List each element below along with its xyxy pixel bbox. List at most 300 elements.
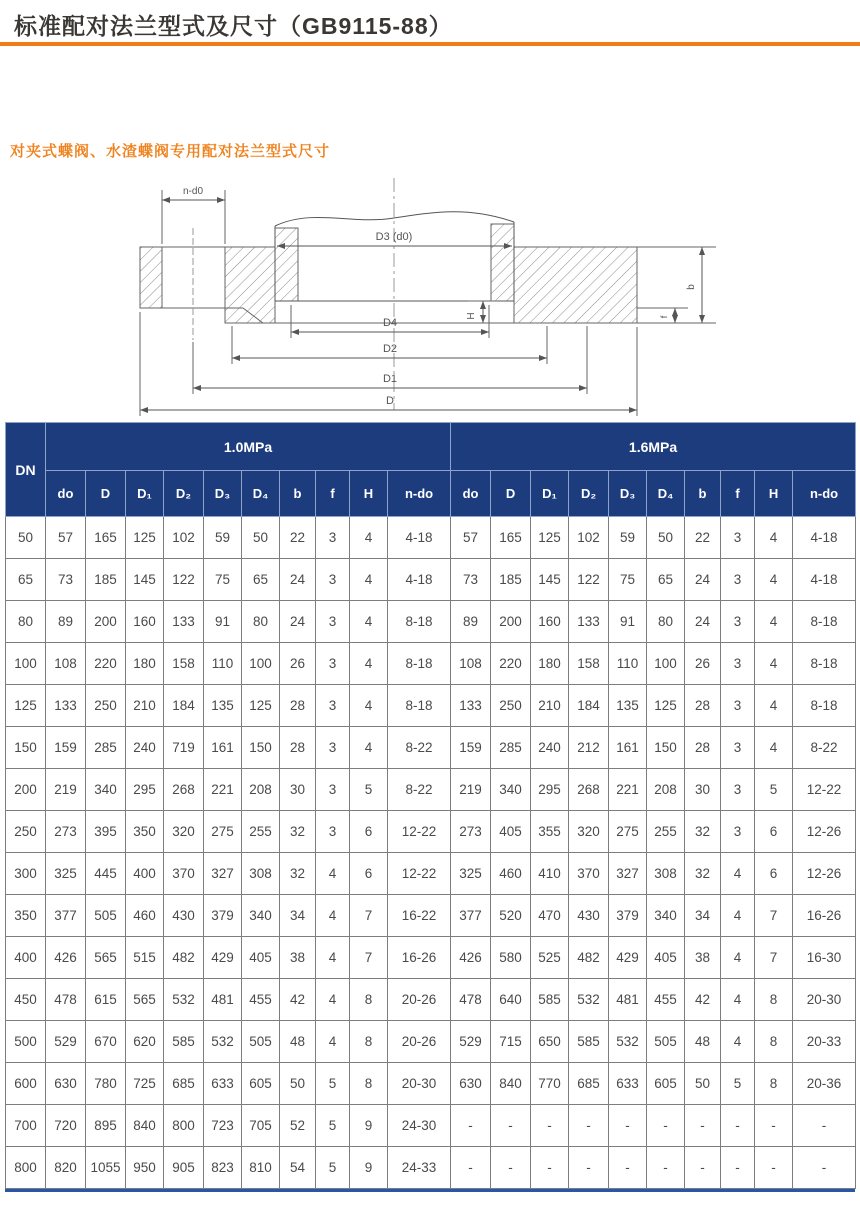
cell-1-0mpa: 20-26 bbox=[388, 1021, 451, 1063]
cell-1-0mpa: 59 bbox=[204, 517, 242, 559]
cell-1-6mpa: 379 bbox=[609, 895, 647, 937]
cell-1-0mpa: 529 bbox=[46, 1021, 86, 1063]
cell-1-0mpa: 585 bbox=[164, 1021, 204, 1063]
col-header-b: b bbox=[685, 471, 721, 517]
cell-1-6mpa: 3 bbox=[721, 727, 755, 769]
cell-1-0mpa: 4 bbox=[350, 643, 388, 685]
cell-1-0mpa: 38 bbox=[280, 937, 316, 979]
cell-1-0mpa: 75 bbox=[204, 559, 242, 601]
cell-1-6mpa: - bbox=[685, 1105, 721, 1147]
cell-1-6mpa: 73 bbox=[451, 559, 491, 601]
col-header-d1: D₁ bbox=[531, 471, 569, 517]
table-body bbox=[6, 517, 856, 1189]
cell-1-0mpa: 52 bbox=[280, 1105, 316, 1147]
cell-1-6mpa: 38 bbox=[685, 937, 721, 979]
cell-1-6mpa: 470 bbox=[531, 895, 569, 937]
cell-1-6mpa: 715 bbox=[491, 1021, 531, 1063]
cell-1-6mpa: - bbox=[721, 1105, 755, 1147]
cell-1-6mpa: 20-36 bbox=[793, 1063, 856, 1105]
cell-1-0mpa: 255 bbox=[242, 811, 280, 853]
cell-1-6mpa: 633 bbox=[609, 1063, 647, 1105]
cell-1-6mpa: 285 bbox=[491, 727, 531, 769]
cell-1-6mpa: 4 bbox=[721, 1021, 755, 1063]
col-header-d1: D₁ bbox=[126, 471, 164, 517]
col-header-n-do: n-do bbox=[388, 471, 451, 517]
cell-1-0mpa: 32 bbox=[280, 853, 316, 895]
cell-1-0mpa: 4 bbox=[316, 853, 350, 895]
flange-diagram-svg bbox=[128, 170, 732, 420]
cell-1-0mpa: 350 bbox=[126, 811, 164, 853]
cell-1-6mpa: 3 bbox=[721, 601, 755, 643]
cell-1-6mpa: 102 bbox=[569, 517, 609, 559]
cell-1-6mpa: - bbox=[451, 1105, 491, 1147]
cell-1-6mpa: 7 bbox=[755, 937, 793, 979]
cell-1-0mpa: 185 bbox=[86, 559, 126, 601]
cell-1-6mpa: 327 bbox=[609, 853, 647, 895]
cell-1-0mpa: 8-18 bbox=[388, 685, 451, 727]
cell-1-6mpa: 685 bbox=[569, 1063, 609, 1105]
cell-1-0mpa: 24 bbox=[280, 559, 316, 601]
cell-1-6mpa: 108 bbox=[451, 643, 491, 685]
cell-1-6mpa: 3 bbox=[721, 643, 755, 685]
cell-1-6mpa: 219 bbox=[451, 769, 491, 811]
cell-1-0mpa: 532 bbox=[164, 979, 204, 1021]
group-header-1-0mpa: 1.0MPa bbox=[46, 423, 451, 471]
cell-1-6mpa: 3 bbox=[721, 811, 755, 853]
cell-1-6mpa: 8 bbox=[755, 1063, 793, 1105]
cell-1-6mpa: 455 bbox=[647, 979, 685, 1021]
cell-1-0mpa: 5 bbox=[316, 1105, 350, 1147]
table-row bbox=[6, 853, 856, 895]
table-row bbox=[6, 559, 856, 601]
label-d3: D3 (d0) bbox=[375, 231, 413, 243]
cell-1-6mpa: 525 bbox=[531, 937, 569, 979]
cell-1-0mpa: 100 bbox=[242, 643, 280, 685]
cell-1-6mpa: 377 bbox=[451, 895, 491, 937]
cell-1-6mpa: 532 bbox=[569, 979, 609, 1021]
dn-cell: 65 bbox=[6, 559, 46, 601]
cell-1-6mpa: 12-22 bbox=[793, 769, 856, 811]
cell-1-6mpa: 185 bbox=[491, 559, 531, 601]
cell-1-6mpa: 30 bbox=[685, 769, 721, 811]
cell-1-6mpa: 4 bbox=[721, 853, 755, 895]
cell-1-6mpa: 28 bbox=[685, 685, 721, 727]
cell-1-0mpa: 565 bbox=[86, 937, 126, 979]
cell-1-0mpa: 133 bbox=[46, 685, 86, 727]
cell-1-0mpa: 200 bbox=[86, 601, 126, 643]
cell-1-6mpa: 210 bbox=[531, 685, 569, 727]
cell-1-6mpa: 158 bbox=[569, 643, 609, 685]
cell-1-6mpa: 4 bbox=[721, 895, 755, 937]
cell-1-6mpa: - bbox=[491, 1105, 531, 1147]
cell-1-0mpa: 4-18 bbox=[388, 517, 451, 559]
cell-1-6mpa: - bbox=[491, 1147, 531, 1189]
cell-1-0mpa: 275 bbox=[204, 811, 242, 853]
dn-cell: 300 bbox=[6, 853, 46, 895]
cell-1-0mpa: 24-30 bbox=[388, 1105, 451, 1147]
cell-1-6mpa: 180 bbox=[531, 643, 569, 685]
cell-1-0mpa: 565 bbox=[126, 979, 164, 1021]
label-d1: D1 bbox=[382, 373, 398, 385]
cell-1-6mpa: 268 bbox=[569, 769, 609, 811]
cell-1-0mpa: 482 bbox=[164, 937, 204, 979]
cell-1-0mpa: 24-33 bbox=[388, 1147, 451, 1189]
col-header-f: f bbox=[316, 471, 350, 517]
cell-1-0mpa: 8-18 bbox=[388, 601, 451, 643]
col-header-d2: D₂ bbox=[164, 471, 204, 517]
cell-1-6mpa: - bbox=[569, 1147, 609, 1189]
cell-1-0mpa: 1055 bbox=[86, 1147, 126, 1189]
label-d2: D2 bbox=[382, 343, 398, 355]
table-row bbox=[6, 937, 856, 979]
dn-cell: 250 bbox=[6, 811, 46, 853]
cell-1-6mpa: 308 bbox=[647, 853, 685, 895]
cell-1-0mpa: 720 bbox=[46, 1105, 86, 1147]
table-row bbox=[6, 1063, 856, 1105]
dn-cell: 200 bbox=[6, 769, 46, 811]
cell-1-6mpa: 145 bbox=[531, 559, 569, 601]
cell-1-6mpa: 48 bbox=[685, 1021, 721, 1063]
table-row bbox=[6, 727, 856, 769]
cell-1-0mpa: 705 bbox=[242, 1105, 280, 1147]
cell-1-0mpa: 7 bbox=[350, 895, 388, 937]
cell-1-6mpa: 585 bbox=[569, 1021, 609, 1063]
cell-1-0mpa: 4 bbox=[316, 1021, 350, 1063]
table-row bbox=[6, 643, 856, 685]
cell-1-6mpa: 240 bbox=[531, 727, 569, 769]
cell-1-6mpa: 325 bbox=[451, 853, 491, 895]
cell-1-0mpa: 325 bbox=[46, 853, 86, 895]
cell-1-6mpa: 122 bbox=[569, 559, 609, 601]
cell-1-6mpa: 532 bbox=[609, 1021, 647, 1063]
dn-cell: 800 bbox=[6, 1147, 46, 1189]
table-row bbox=[6, 979, 856, 1021]
cell-1-0mpa: 133 bbox=[164, 601, 204, 643]
cell-1-6mpa: 26 bbox=[685, 643, 721, 685]
cell-1-0mpa: 125 bbox=[126, 517, 164, 559]
cell-1-0mpa: 605 bbox=[242, 1063, 280, 1105]
cell-1-6mpa: 150 bbox=[647, 727, 685, 769]
cell-1-6mpa: 208 bbox=[647, 769, 685, 811]
cell-1-6mpa: 34 bbox=[685, 895, 721, 937]
cell-1-0mpa: 20-30 bbox=[388, 1063, 451, 1105]
dn-cell: 450 bbox=[6, 979, 46, 1021]
cell-1-6mpa: 340 bbox=[491, 769, 531, 811]
cell-1-6mpa: 605 bbox=[647, 1063, 685, 1105]
cell-1-0mpa: 430 bbox=[164, 895, 204, 937]
cell-1-0mpa: 320 bbox=[164, 811, 204, 853]
table-row bbox=[6, 517, 856, 559]
cell-1-6mpa: 8-18 bbox=[793, 601, 856, 643]
col-header-n-do: n-do bbox=[793, 471, 856, 517]
table-row bbox=[6, 769, 856, 811]
cell-1-6mpa: 133 bbox=[451, 685, 491, 727]
cell-1-0mpa: 20-26 bbox=[388, 979, 451, 1021]
dn-cell: 350 bbox=[6, 895, 46, 937]
cell-1-0mpa: 220 bbox=[86, 643, 126, 685]
cell-1-6mpa: 91 bbox=[609, 601, 647, 643]
cell-1-0mpa: 723 bbox=[204, 1105, 242, 1147]
cell-1-0mpa: 4-18 bbox=[388, 559, 451, 601]
cell-1-0mpa: 159 bbox=[46, 727, 86, 769]
dn-cell: 50 bbox=[6, 517, 46, 559]
dn-cell: 125 bbox=[6, 685, 46, 727]
col-header-d4: D₄ bbox=[242, 471, 280, 517]
cell-1-0mpa: 9 bbox=[350, 1105, 388, 1147]
cell-1-6mpa: 5 bbox=[755, 769, 793, 811]
cell-1-0mpa: 91 bbox=[204, 601, 242, 643]
title-divider-rule bbox=[0, 42, 860, 46]
section-subtitle: 对夹式蝶阀、水渣蝶阀专用配对法兰型式尺寸 bbox=[10, 143, 331, 160]
cell-1-6mpa: 340 bbox=[647, 895, 685, 937]
cell-1-0mpa: 6 bbox=[350, 811, 388, 853]
cell-1-0mpa: 823 bbox=[204, 1147, 242, 1189]
cell-1-6mpa: 3 bbox=[721, 769, 755, 811]
col-header-h: H bbox=[350, 471, 388, 517]
cell-1-6mpa: 3 bbox=[721, 517, 755, 559]
cell-1-6mpa: 4 bbox=[755, 559, 793, 601]
cell-1-6mpa: 57 bbox=[451, 517, 491, 559]
cell-1-0mpa: 800 bbox=[164, 1105, 204, 1147]
cell-1-0mpa: 210 bbox=[126, 685, 164, 727]
cell-1-0mpa: 250 bbox=[86, 685, 126, 727]
cell-1-0mpa: 268 bbox=[164, 769, 204, 811]
col-header-f: f bbox=[721, 471, 755, 517]
cell-1-6mpa: 4 bbox=[755, 601, 793, 643]
cell-1-0mpa: 273 bbox=[46, 811, 86, 853]
cell-1-0mpa: 295 bbox=[126, 769, 164, 811]
cell-1-0mpa: 630 bbox=[46, 1063, 86, 1105]
cell-1-6mpa: 405 bbox=[491, 811, 531, 853]
cell-1-0mpa: 840 bbox=[126, 1105, 164, 1147]
cell-1-0mpa: 285 bbox=[86, 727, 126, 769]
cell-1-6mpa: 32 bbox=[685, 811, 721, 853]
table-row bbox=[6, 1105, 856, 1147]
cell-1-0mpa: 8 bbox=[350, 979, 388, 1021]
table-row bbox=[6, 1147, 856, 1189]
cell-1-0mpa: 905 bbox=[164, 1147, 204, 1189]
col-header-d3: D₃ bbox=[204, 471, 242, 517]
cell-1-0mpa: 12-22 bbox=[388, 853, 451, 895]
cell-1-0mpa: 3 bbox=[316, 811, 350, 853]
cell-1-0mpa: 9 bbox=[350, 1147, 388, 1189]
dim-b bbox=[686, 247, 702, 323]
cell-1-0mpa: 505 bbox=[242, 1021, 280, 1063]
cell-1-6mpa: 125 bbox=[531, 517, 569, 559]
cell-1-0mpa: 12-22 bbox=[388, 811, 451, 853]
cell-1-6mpa: - bbox=[721, 1147, 755, 1189]
cell-1-6mpa: 22 bbox=[685, 517, 721, 559]
cell-1-6mpa: 580 bbox=[491, 937, 531, 979]
cell-1-6mpa: 4 bbox=[755, 643, 793, 685]
cell-1-0mpa: 820 bbox=[46, 1147, 86, 1189]
col-header-d4: D₄ bbox=[647, 471, 685, 517]
table-row bbox=[6, 685, 856, 727]
cell-1-0mpa: 615 bbox=[86, 979, 126, 1021]
cell-1-0mpa: 5 bbox=[350, 769, 388, 811]
dim-d4 bbox=[291, 305, 489, 338]
col-header-do: do bbox=[46, 471, 86, 517]
dn-cell: 100 bbox=[6, 643, 46, 685]
cell-1-6mpa: 42 bbox=[685, 979, 721, 1021]
cell-1-0mpa: 670 bbox=[86, 1021, 126, 1063]
cell-1-6mpa: 320 bbox=[569, 811, 609, 853]
dn-cell: 700 bbox=[6, 1105, 46, 1147]
col-header-d2: D₂ bbox=[569, 471, 609, 517]
dn-cell: 80 bbox=[6, 601, 46, 643]
cell-1-6mpa: 4 bbox=[755, 727, 793, 769]
label-d: D bbox=[386, 395, 394, 407]
cell-1-6mpa: 24 bbox=[685, 601, 721, 643]
cell-1-6mpa: 8 bbox=[755, 1021, 793, 1063]
cell-1-0mpa: 4 bbox=[316, 937, 350, 979]
dim-n-d0 bbox=[162, 186, 225, 244]
cell-1-0mpa: 184 bbox=[164, 685, 204, 727]
cell-1-6mpa: - bbox=[793, 1147, 856, 1189]
cell-1-6mpa: 7 bbox=[755, 895, 793, 937]
page-title: 标准配对法兰型式及尺寸（GB9115-88） bbox=[14, 13, 453, 39]
cell-1-0mpa: 165 bbox=[86, 517, 126, 559]
cell-1-0mpa: 445 bbox=[86, 853, 126, 895]
cell-1-6mpa: - bbox=[793, 1105, 856, 1147]
cell-1-6mpa: 275 bbox=[609, 811, 647, 853]
cell-1-0mpa: 620 bbox=[126, 1021, 164, 1063]
cell-1-6mpa: 59 bbox=[609, 517, 647, 559]
cell-1-6mpa: 430 bbox=[569, 895, 609, 937]
cell-1-6mpa: 4-18 bbox=[793, 559, 856, 601]
cell-1-0mpa: 158 bbox=[164, 643, 204, 685]
cell-1-0mpa: 24 bbox=[280, 601, 316, 643]
cell-1-0mpa: 950 bbox=[126, 1147, 164, 1189]
cell-1-0mpa: 478 bbox=[46, 979, 86, 1021]
cell-1-6mpa: 8-18 bbox=[793, 643, 856, 685]
cell-1-0mpa: 80 bbox=[242, 601, 280, 643]
cell-1-0mpa: 221 bbox=[204, 769, 242, 811]
cell-1-0mpa: 532 bbox=[204, 1021, 242, 1063]
dn-cell: 600 bbox=[6, 1063, 46, 1105]
dim-d1 bbox=[193, 326, 587, 394]
cell-1-0mpa: 633 bbox=[204, 1063, 242, 1105]
cell-1-6mpa: 75 bbox=[609, 559, 647, 601]
cell-1-6mpa: 50 bbox=[647, 517, 685, 559]
cell-1-6mpa: 80 bbox=[647, 601, 685, 643]
cell-1-0mpa: 7 bbox=[350, 937, 388, 979]
cell-1-0mpa: 57 bbox=[46, 517, 86, 559]
cell-1-0mpa: 4 bbox=[316, 895, 350, 937]
label-f: f bbox=[659, 315, 669, 319]
cell-1-0mpa: 3 bbox=[316, 727, 350, 769]
cell-1-6mpa: - bbox=[609, 1105, 647, 1147]
cell-1-0mpa: 327 bbox=[204, 853, 242, 895]
cell-1-0mpa: 405 bbox=[242, 937, 280, 979]
cell-1-0mpa: 481 bbox=[204, 979, 242, 1021]
cell-1-6mpa: 630 bbox=[451, 1063, 491, 1105]
cell-1-0mpa: 161 bbox=[204, 727, 242, 769]
cell-1-6mpa: - bbox=[685, 1147, 721, 1189]
flange-dimensions-table bbox=[5, 422, 856, 1189]
cell-1-0mpa: 379 bbox=[204, 895, 242, 937]
cell-1-0mpa: 108 bbox=[46, 643, 86, 685]
cell-1-0mpa: 685 bbox=[164, 1063, 204, 1105]
cell-1-6mpa: 4-18 bbox=[793, 517, 856, 559]
cell-1-0mpa: 219 bbox=[46, 769, 86, 811]
col-header-b: b bbox=[280, 471, 316, 517]
cell-1-6mpa: 520 bbox=[491, 895, 531, 937]
cell-1-0mpa: 4 bbox=[350, 685, 388, 727]
cell-1-0mpa: 3 bbox=[316, 769, 350, 811]
cell-1-0mpa: 429 bbox=[204, 937, 242, 979]
cell-1-6mpa: 100 bbox=[647, 643, 685, 685]
cell-1-0mpa: 32 bbox=[280, 811, 316, 853]
cell-1-0mpa: 16-26 bbox=[388, 937, 451, 979]
cell-1-6mpa: 355 bbox=[531, 811, 569, 853]
cell-1-0mpa: 395 bbox=[86, 811, 126, 853]
cell-1-0mpa: 160 bbox=[126, 601, 164, 643]
cell-1-6mpa: - bbox=[755, 1147, 793, 1189]
table-wrap bbox=[5, 422, 855, 1192]
cell-1-0mpa: 150 bbox=[242, 727, 280, 769]
col-header-d: D bbox=[86, 471, 126, 517]
cell-1-6mpa: 370 bbox=[569, 853, 609, 895]
cell-1-6mpa: 529 bbox=[451, 1021, 491, 1063]
table-row bbox=[6, 895, 856, 937]
cell-1-0mpa: 5 bbox=[316, 1147, 350, 1189]
dim-f bbox=[659, 308, 675, 323]
cell-1-0mpa: 102 bbox=[164, 517, 204, 559]
cell-1-0mpa: 89 bbox=[46, 601, 86, 643]
cell-1-6mpa: 410 bbox=[531, 853, 569, 895]
cell-1-0mpa: 28 bbox=[280, 727, 316, 769]
cell-1-6mpa: 429 bbox=[609, 937, 647, 979]
cell-1-0mpa: 73 bbox=[46, 559, 86, 601]
col-header-h: H bbox=[755, 471, 793, 517]
cell-1-6mpa: 20-30 bbox=[793, 979, 856, 1021]
cell-1-6mpa: 8-22 bbox=[793, 727, 856, 769]
cell-1-0mpa: 50 bbox=[280, 1063, 316, 1105]
cell-1-0mpa: 3 bbox=[316, 517, 350, 559]
cell-1-6mpa: - bbox=[755, 1105, 793, 1147]
cell-1-6mpa: 650 bbox=[531, 1021, 569, 1063]
cell-1-6mpa: 481 bbox=[609, 979, 647, 1021]
dn-cell: 150 bbox=[6, 727, 46, 769]
cell-1-6mpa: 8-18 bbox=[793, 685, 856, 727]
cell-1-0mpa: 125 bbox=[242, 685, 280, 727]
cell-1-0mpa: 22 bbox=[280, 517, 316, 559]
cell-1-6mpa: 50 bbox=[685, 1063, 721, 1105]
cell-1-0mpa: 308 bbox=[242, 853, 280, 895]
label-h: H bbox=[466, 312, 477, 320]
cell-1-6mpa: 12-26 bbox=[793, 853, 856, 895]
cell-1-6mpa: 3 bbox=[721, 685, 755, 727]
cell-1-6mpa: 6 bbox=[755, 853, 793, 895]
cell-1-6mpa: 125 bbox=[647, 685, 685, 727]
cell-1-6mpa: 110 bbox=[609, 643, 647, 685]
dim-h bbox=[466, 301, 498, 323]
cell-1-6mpa: 255 bbox=[647, 811, 685, 853]
cell-1-0mpa: 3 bbox=[316, 685, 350, 727]
cell-1-0mpa: 6 bbox=[350, 853, 388, 895]
cell-1-6mpa: 770 bbox=[531, 1063, 569, 1105]
cell-1-0mpa: 48 bbox=[280, 1021, 316, 1063]
cell-1-6mpa: 585 bbox=[531, 979, 569, 1021]
dim-d3 bbox=[277, 231, 512, 246]
table-row bbox=[6, 811, 856, 853]
cell-1-6mpa: 426 bbox=[451, 937, 491, 979]
cell-1-0mpa: 8-18 bbox=[388, 643, 451, 685]
cell-1-6mpa: - bbox=[451, 1147, 491, 1189]
cell-1-6mpa: - bbox=[569, 1105, 609, 1147]
cell-1-6mpa: 505 bbox=[647, 1021, 685, 1063]
